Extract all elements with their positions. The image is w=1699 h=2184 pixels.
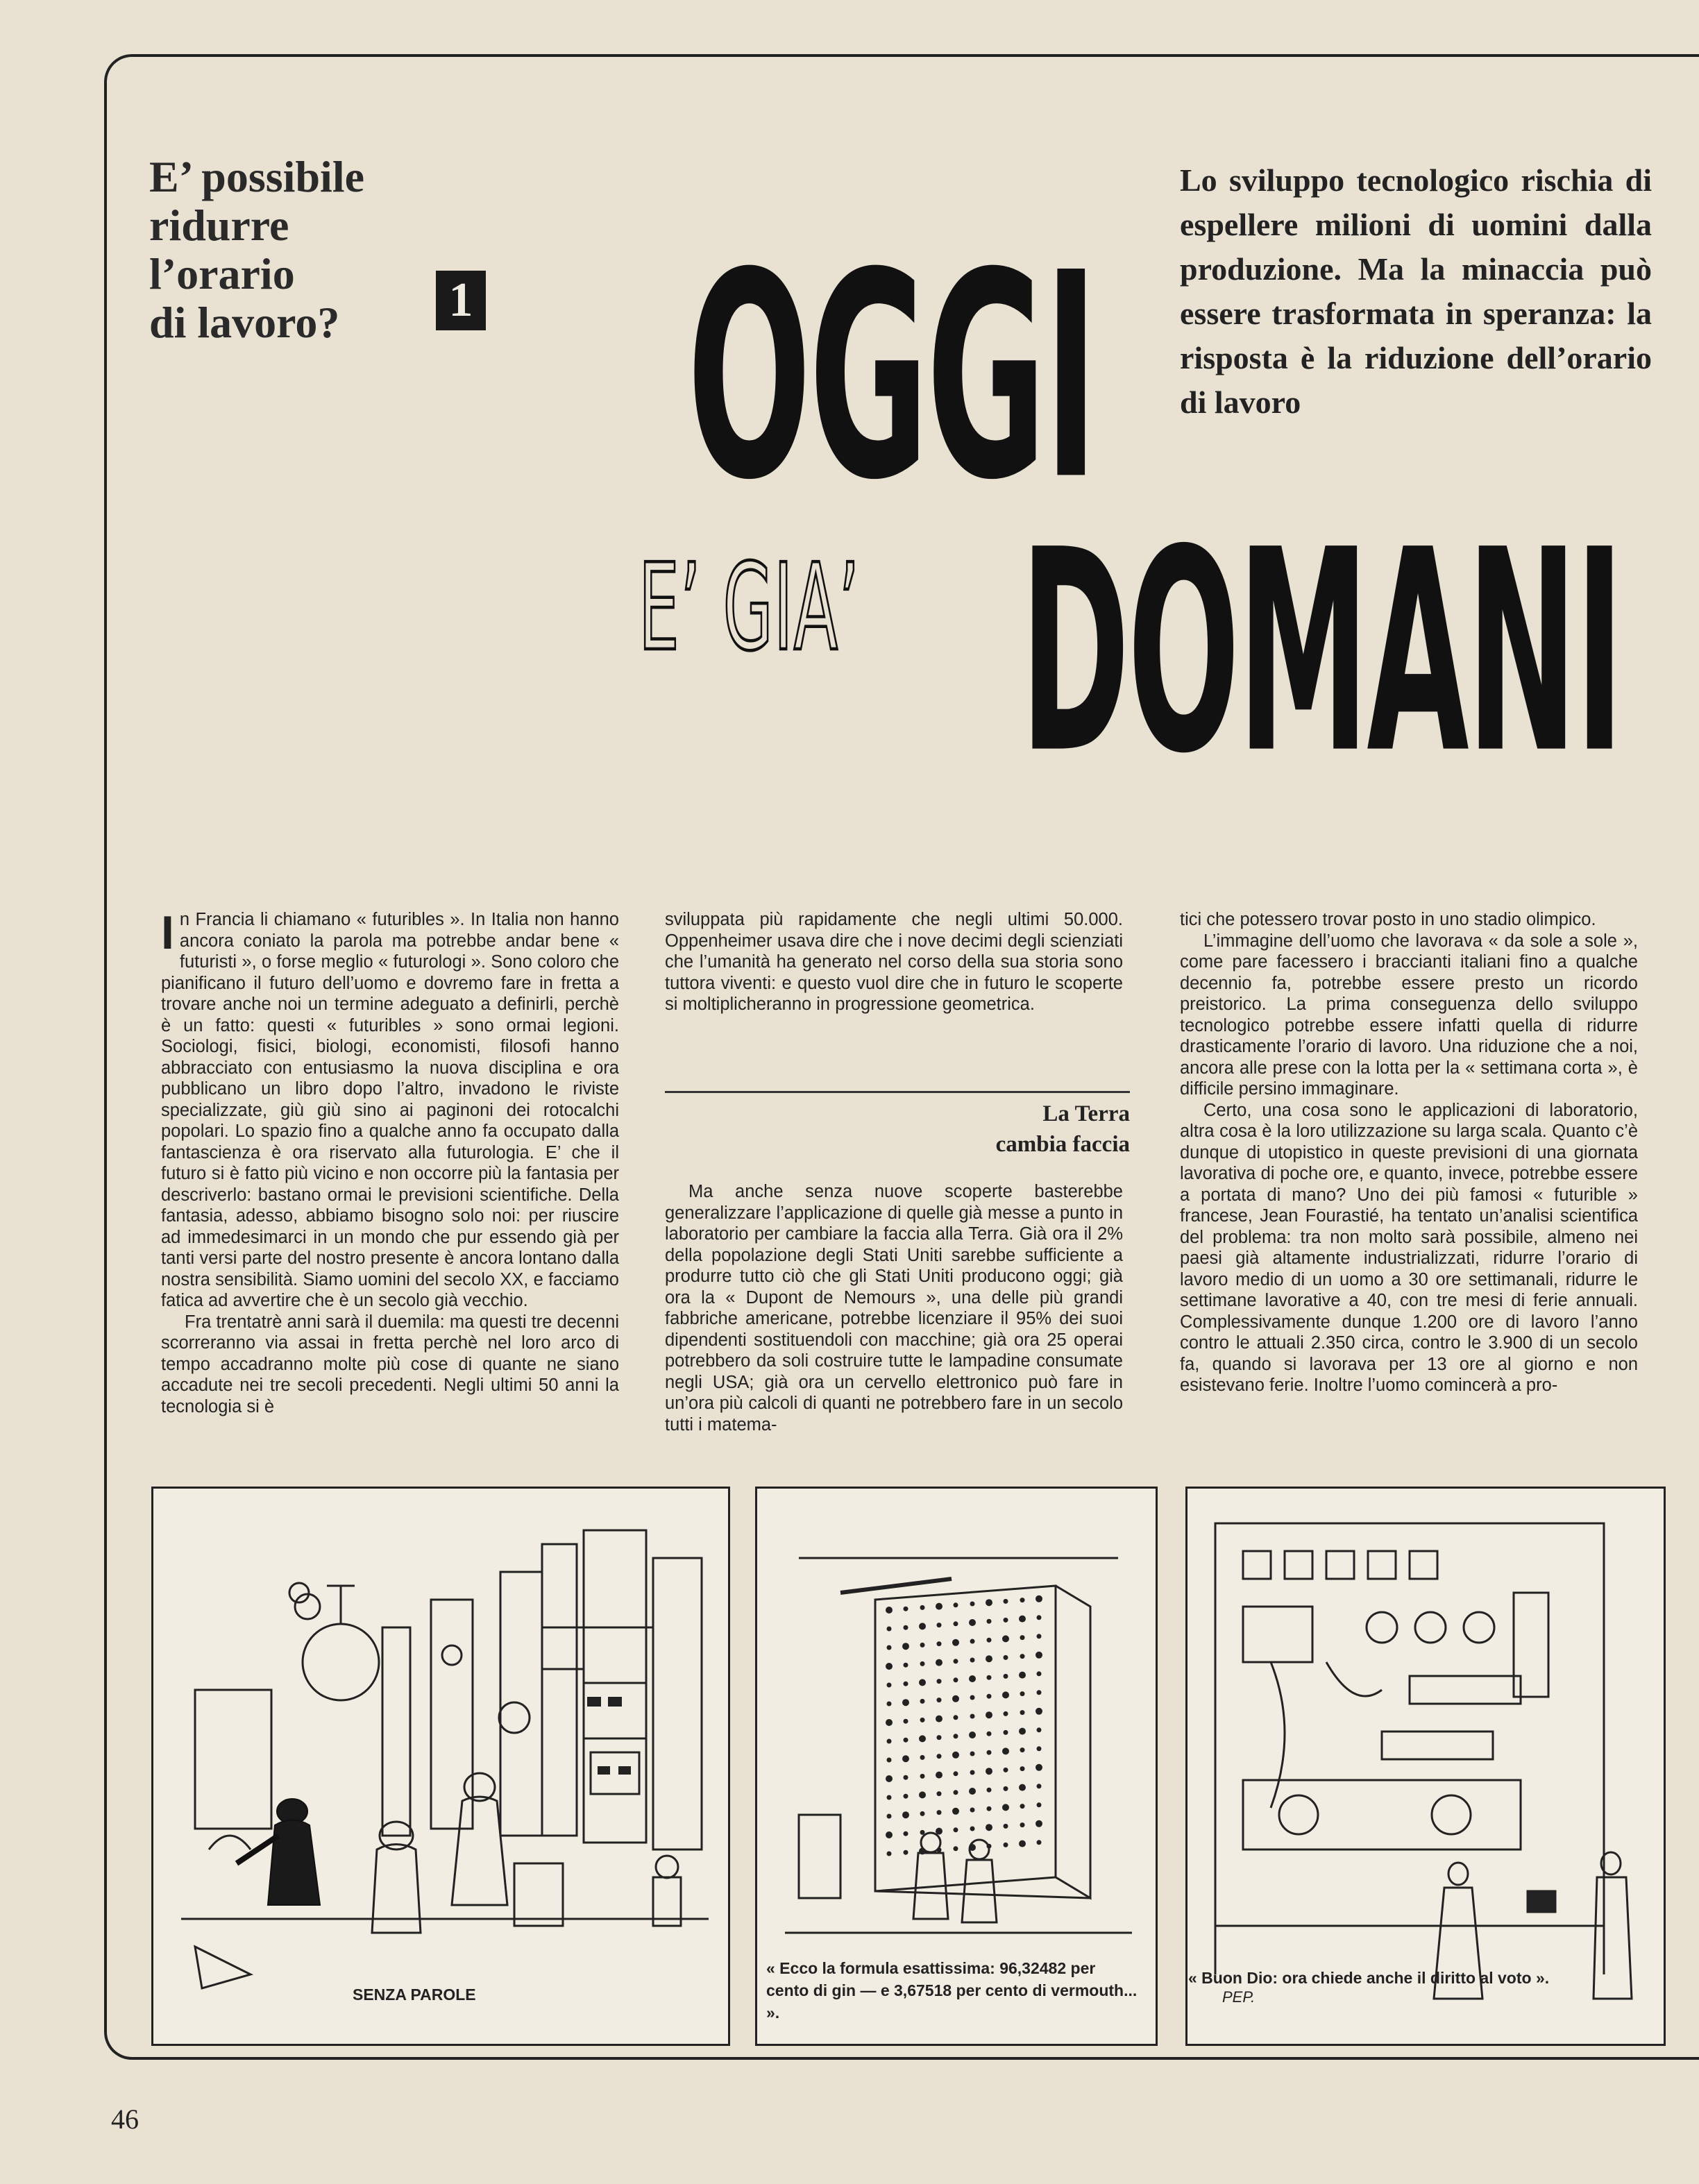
cartoon-caption-3: « Buon Dio: ora chiede anche il diritto al voto ». (1188, 1969, 1550, 1987)
panel-light (919, 1623, 926, 1629)
panel-light (1020, 1710, 1025, 1715)
panel-light (986, 1824, 992, 1831)
paragraph: L’immagine dell’uomo che lavorava « da sole a sole », come pare facessero i braccianti italiani fino a qualche decennio fa, potrebbe essere presto un ricordo preistorico. La prima conseguenza dello sviluppo tecnologico potrebbe essere infatti quella di ridurre drasticamente l’orario di lavoro. Una riduzione che a noi, ancora alle prese con la lotta per la « settimana corta », è difficile persino immaginare. (1180, 931, 1638, 1099)
panel-light (969, 1619, 976, 1626)
panel-light (1004, 1674, 1008, 1679)
panel-light (887, 1852, 892, 1856)
cartoon-panel-controls (1185, 1487, 1666, 2046)
paragraph: sviluppata più rapidamente che negli ultimi 50.000. Oppenheimer usava dire che i nove decimi degli scienziati che l’umanità ha generato nel corso della sua storia sono tuttora viventi: e questo vuol dire che in futuro le scoperte si moltiplicheranno in progressione geometrica. (665, 910, 1123, 1014)
panel-light (887, 1702, 892, 1707)
kicker-line: ridurre (149, 201, 289, 250)
panel-light (904, 1850, 908, 1855)
panel-light (887, 1683, 892, 1688)
panel-light (887, 1758, 892, 1763)
panel-light (920, 1811, 925, 1816)
panel-light (986, 1599, 992, 1606)
panel-light (904, 1738, 908, 1743)
paragraph: Fra trentatrè anni sarà il duemila: ma questi tre decenni scorreranno via assai in fretta perchè nel loro arco di tempo accadranno molte più cose di quante ne siano accadute nei tre secoli precedenti. Negli ultimi 50 anni la tecnologia si è (161, 1312, 619, 1416)
panel-light (902, 1755, 909, 1762)
panel-light (1004, 1768, 1008, 1772)
subheading-line: cambia faccia (995, 1132, 1130, 1157)
panel-light (1020, 1766, 1025, 1771)
panel-light (1020, 1691, 1025, 1696)
panel-light (986, 1711, 992, 1718)
paragraph (161, 906, 619, 1312)
panel-light (987, 1694, 992, 1699)
panel-light (1036, 1708, 1042, 1715)
panel-light (1004, 1843, 1008, 1847)
panel-light (1037, 1727, 1042, 1732)
panel-light (920, 1755, 925, 1760)
panel-light (904, 1663, 908, 1668)
article-column-2a (665, 909, 1123, 1015)
subheading-line: La Terra (1042, 1101, 1130, 1126)
panel-light (1019, 1616, 1026, 1623)
paragraph: Certo, una cosa sono le applicazioni di laboratorio, altra cosa è la loro utilizzazione su larga scala. Quanto c’è dunque di utopistico in queste previsioni di una giornata lavorativa di poche ore, e quanto, invece, potrebbe essere a portata di mano? Uno dei più famosi « futurible » francese, Jean Fourastié, ha tentato un’analisi scientifica del problema: tra non molto sarà possibile, almeno nei paesi già altamente industrializzati, ridurre l’orario di lavoro medio di un uomo a 30 ore settimanali, ridurre le settimane lavorative a 40, con tre mesi di ferie annuali. Complessivamente dunque 1.200 ore di lavoro l’anno contro le attuali 2.350 circa, contro le 3.900 di un secolo fa, quando si lavorava per 13 ore al giorno e non esistevano ferie. Inoltre l’uomo comincerà a pro- (1180, 1100, 1638, 1395)
panel-light (954, 1827, 958, 1832)
drop-cap: I (161, 906, 174, 959)
panel-light (1036, 1595, 1042, 1602)
kicker-line: E’ possibile (149, 152, 364, 201)
panel-light (920, 1643, 925, 1648)
panel-light (887, 1739, 892, 1744)
cartoon-caption-1: SENZA PAROLE (353, 1986, 476, 2004)
panel-light (887, 1627, 892, 1632)
panel-light (954, 1734, 958, 1738)
panel-light (937, 1679, 942, 1684)
panel-light (970, 1639, 975, 1644)
panel-light (920, 1774, 925, 1779)
panel-light (954, 1771, 958, 1776)
paragraph: Ma anche senza nuove scoperte basterebbe generalizzare l’applicazione di quelle già messe a punto in laboratorio per cambiare la faccia alla Terra. Già ora il 2% della popolazione degli Stati Uniti sarebbe sufficiente a produrre tutto ciò che gli Stati Uniti producono oggi; già ora la « Dupont de Nemours », una delle più grandi fabbriche americane, potrebbe licenziare il 95% dei suoi dipendenti sostituendoli con macchine; già ora 25 operai potrebbero da soli costruire tutte le lampadine consumate negli USA; già ora un cervello elettronico può fare in un’ora più calcoli di quanti ne potrebbero fare in un secolo tutti i matema- (665, 1182, 1123, 1434)
panel-light (904, 1719, 908, 1724)
panel-light (987, 1732, 992, 1736)
panel-light (1002, 1691, 1009, 1698)
panel-light (987, 1619, 992, 1624)
panel-light (1036, 1764, 1042, 1771)
panel-light (1019, 1784, 1026, 1791)
panel-light (936, 1716, 943, 1722)
panel-light (1004, 1599, 1008, 1604)
panel-light (1004, 1786, 1008, 1791)
kicker-line: l’orario (149, 249, 295, 298)
panel-light (904, 1794, 908, 1799)
panel-light (920, 1605, 925, 1610)
kicker-line: di lavoro? (149, 298, 340, 347)
panel-light (937, 1641, 942, 1646)
paragraph-text: n Francia li chiamano « futuribles ». In Italia non hanno ancora coniato la parola ma potrebbe andar bene « futuristi », o forse meglio « futurologi ». Sono coloro che pianificano il futuro dell’uomo e dovremo fare in fretta a trovare anche noi un termine adeguato a definirli, perchè è un fatto: questi « futuribles » sono ormai legioni. Sociologi, fisici, biologi, economisti, filosofi hanno abbracciato con entusiasmo la nuova disciplina e ora pubblicano un libro dopo l’altro, invadono le riviste specializzate, giù giù sino ai paginoni dei rotocalchi popolari. Lo spazio fino a qualche anno fa occupato dalla fantascienza è ora riservato alla futurologia. E’ che il futuro si è fatto più vicino e non occorre più la fantasia per descriverlo: bastano ormai le previsioni scientifiche. Della fantasia, adesso, abbiamo bisogno solo noi: per riuscire ad immedesimarci in un mondo che pur essendo già per tanti versi parte del nostro presente è ancora lontano dalla nostra sensibilità. Siamo uomini del secolo XX, e facciamo fatica ad avvertire che è un secolo già vecchio. (161, 910, 619, 1310)
headline-domani: DOMANI (1020, 490, 1622, 815)
panel-light (970, 1827, 975, 1831)
panel-light (920, 1718, 925, 1722)
panel-light (919, 1735, 926, 1742)
panel-light (887, 1814, 892, 1819)
page-number: 46 (111, 2103, 139, 2135)
panel-light (1002, 1747, 1009, 1754)
subheading (665, 1091, 1130, 1160)
panel-light (970, 1770, 975, 1775)
panel-light (1004, 1618, 1008, 1623)
headline-oggi: OGGI (687, 212, 1096, 543)
panel-light (954, 1659, 958, 1664)
panel-light (1037, 1615, 1042, 1620)
panel-light (937, 1810, 942, 1815)
panel-light (937, 1754, 942, 1759)
panel-light (886, 1775, 893, 1782)
article-column-2b (665, 1181, 1123, 1435)
panel-light (952, 1808, 959, 1815)
panel-light (904, 1682, 908, 1686)
panel-light (902, 1811, 909, 1818)
panel-light (886, 1831, 893, 1838)
panel-light (1004, 1711, 1008, 1716)
panel-light (987, 1750, 992, 1755)
panel-light (1020, 1654, 1025, 1659)
cartoon-signature: PEP. (1222, 1988, 1256, 2006)
panel-light (954, 1602, 958, 1607)
panel-light (970, 1602, 975, 1607)
panel-light (1020, 1822, 1025, 1827)
panel-light (1037, 1784, 1042, 1788)
panel-light (937, 1698, 942, 1702)
panel-light (969, 1788, 976, 1795)
panel-light (1002, 1804, 1009, 1811)
panel-light (1036, 1652, 1042, 1659)
article-column-1 (161, 906, 619, 1417)
panel-light (904, 1831, 908, 1836)
panel-light (886, 1663, 893, 1670)
panel-light (1020, 1598, 1025, 1602)
panel-light (919, 1791, 926, 1798)
panel-light (1037, 1802, 1042, 1807)
article-column-3 (1180, 909, 1638, 1396)
control-panel-illustration (1187, 1489, 1668, 2048)
panel-light (937, 1735, 942, 1740)
series-number-badge: 1 (436, 271, 486, 330)
panel-light (936, 1772, 943, 1779)
headline-e-gia: E’ GIA’ (639, 539, 861, 678)
panel-light (1037, 1746, 1042, 1751)
panel-light (936, 1659, 943, 1666)
panel-light (887, 1795, 892, 1800)
deck-summary: Lo sviluppo tecnologico rischia di espellere milioni di uomini dalla produzione. Ma la minaccia può essere trasformata in speranza: la risposta è la riduzione dell’orario di lavoro (1180, 162, 1652, 420)
cartoon-caption-2: « Ecco la formula esattissima: 96,32482 per cento di gin — e 3,67518 per cento di vermouth... ». (766, 1959, 1138, 2022)
panel-light (969, 1675, 976, 1682)
panel-light (1037, 1840, 1042, 1845)
panel-light (952, 1695, 959, 1702)
paragraph: tici che potessero trovar posto in uno stadio olimpico. (1180, 910, 1596, 929)
panel-light (919, 1679, 926, 1686)
panel-light (1002, 1635, 1009, 1642)
panel-light (954, 1790, 958, 1795)
panel-light (904, 1775, 908, 1780)
panel-light (1037, 1690, 1042, 1695)
panel-light (970, 1808, 975, 1813)
panel-light (1019, 1840, 1026, 1847)
cartoon-panel-lab (151, 1487, 730, 2046)
panel-light (887, 1645, 892, 1650)
panel-light (886, 1607, 893, 1614)
panel-light (1037, 1671, 1042, 1676)
panel-light (987, 1806, 992, 1811)
panel-light (1020, 1747, 1025, 1752)
panel-light (1037, 1634, 1042, 1639)
panel-light (904, 1607, 908, 1611)
panel-light (987, 1675, 992, 1680)
panel-light (1004, 1655, 1008, 1660)
panel-light (1036, 1820, 1042, 1827)
panel-light (954, 1677, 958, 1682)
panel-light (1020, 1635, 1025, 1640)
panel-light (952, 1752, 959, 1759)
panel-light (920, 1661, 925, 1666)
panel-light (970, 1695, 975, 1700)
panel-light (904, 1625, 908, 1630)
panel-light (987, 1788, 992, 1793)
panel-light (937, 1623, 942, 1627)
panel-light (920, 1699, 925, 1704)
panel-light (954, 1621, 958, 1626)
panel-light (1020, 1804, 1025, 1809)
panel-light (954, 1846, 958, 1851)
panel-light (902, 1643, 909, 1650)
panel-light (986, 1768, 992, 1775)
panel-light (970, 1714, 975, 1719)
panel-light (1004, 1730, 1008, 1735)
panel-light (936, 1603, 943, 1610)
panel-light (987, 1638, 992, 1643)
panel-light (1019, 1672, 1026, 1679)
panel-light (937, 1791, 942, 1796)
panel-light (954, 1715, 958, 1720)
panel-light (902, 1699, 909, 1706)
panel-light (1019, 1728, 1026, 1735)
lab-illustration (153, 1489, 732, 2048)
panel-light (886, 1719, 893, 1726)
panel-light (969, 1732, 976, 1738)
panel-light (970, 1752, 975, 1756)
panel-light (952, 1639, 959, 1646)
panel-light (986, 1655, 992, 1662)
panel-light (1004, 1824, 1008, 1829)
panel-light (970, 1658, 975, 1663)
